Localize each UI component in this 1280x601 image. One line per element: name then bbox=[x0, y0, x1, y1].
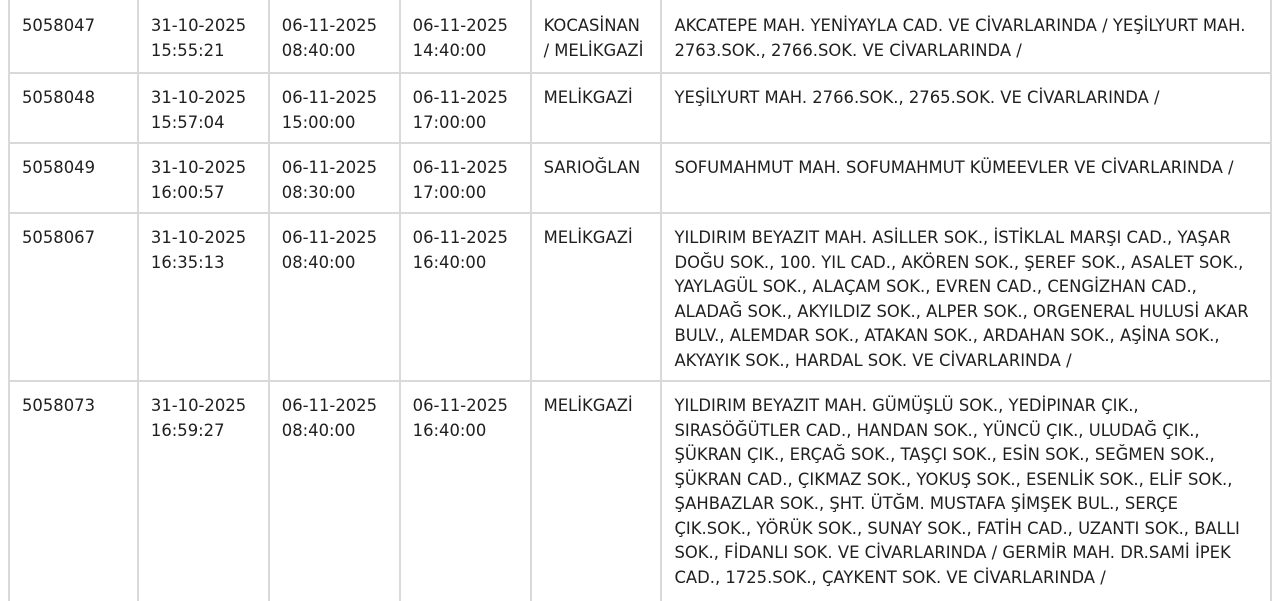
end-time: 17:00:00 bbox=[412, 112, 487, 132]
end-datetime bbox=[401, 0, 532, 74]
end-datetime bbox=[401, 382, 532, 601]
created-time: 16:59:27 bbox=[150, 420, 225, 440]
start-date: 06-11-2025 bbox=[281, 228, 378, 247]
affected-addresses: SOFUMAHMUT MAH. SOFUMAHMUT KÜMEEVLER VE CİVARLARINDA / bbox=[662, 144, 1272, 214]
district: MELİKGAZİ bbox=[532, 214, 663, 382]
district: KOCASİNAN / MELİKGAZİ bbox=[532, 0, 663, 74]
end-date: 06-11-2025 bbox=[412, 396, 508, 415]
table-row bbox=[8, 382, 1272, 601]
affected-addresses: YEŞİLYURT MAH. 2766.SOK., 2765.SOK. VE CİVARLARINDA / bbox=[662, 74, 1272, 144]
created-time: 16:35:13 bbox=[150, 252, 225, 272]
created-time: 15:57:04 bbox=[150, 112, 225, 132]
end-time: 14:40:00 bbox=[412, 40, 487, 60]
district: MELİKGAZİ bbox=[532, 74, 663, 144]
created-date: 31-10-2025 bbox=[150, 16, 247, 35]
table-row bbox=[8, 74, 1272, 144]
end-date: 06-11-2025 bbox=[412, 16, 508, 35]
end-time: 17:00:00 bbox=[412, 182, 487, 202]
created-date: 31-10-2025 bbox=[150, 88, 247, 107]
start-date: 06-11-2025 bbox=[281, 16, 378, 35]
end-time: 16:40:00 bbox=[412, 420, 487, 440]
start-time: 08:40:00 bbox=[281, 252, 356, 272]
start-datetime bbox=[270, 214, 401, 382]
created-datetime bbox=[139, 382, 270, 601]
outage-number: 5058067 bbox=[8, 214, 139, 382]
outage-number: 5058049 bbox=[8, 144, 139, 214]
table-row bbox=[8, 214, 1272, 382]
created-datetime bbox=[139, 74, 270, 144]
created-time: 16:00:57 bbox=[150, 182, 225, 202]
table-row bbox=[8, 144, 1272, 214]
affected-addresses: AKCATEPE MAH. YENİYAYLA CAD. VE CİVARLARINDA / YEŞİLYURT MAH. 2763.SOK., 2766.SOK. VE CİVARLARINDA / bbox=[662, 0, 1272, 74]
start-date: 06-11-2025 bbox=[281, 396, 378, 415]
end-date: 06-11-2025 bbox=[412, 228, 508, 247]
created-datetime bbox=[139, 214, 270, 382]
affected-addresses: YILDIRIM BEYAZIT MAH. ASİLLER SOK., İSTİKLAL MARŞI CAD., YAŞAR DOĞU SOK., 100. YIL CAD., AKÖREN SOK., ŞEREF SOK., ASALET SOK., YAYLAGÜL SOK., ALAÇAM SOK., EVREN CAD., CENGİZHAN CAD., ALADAĞ SOK., AKYILDIZ SOK., ALPER SOK., ORGENERAL HULUSİ AKAR BULV., ALEMDAR SOK., ATAKAN SOK., ARDAHAN SOK., AŞİNA SOK., AKYAYIK SOK., HARDAL SOK. VE CİVARLARINDA / bbox=[662, 214, 1272, 382]
outage-number: 5058073 bbox=[8, 382, 139, 601]
start-date: 06-11-2025 bbox=[281, 158, 378, 177]
start-time: 08:40:00 bbox=[281, 40, 356, 60]
outage-table bbox=[8, 0, 1272, 601]
created-datetime bbox=[139, 144, 270, 214]
start-date: 06-11-2025 bbox=[281, 88, 378, 107]
end-datetime bbox=[401, 214, 532, 382]
table-row bbox=[8, 0, 1272, 74]
start-datetime bbox=[270, 144, 401, 214]
start-datetime bbox=[270, 74, 401, 144]
end-date: 06-11-2025 bbox=[412, 158, 508, 177]
created-date: 31-10-2025 bbox=[150, 228, 247, 247]
district: SARIOĞLAN bbox=[532, 144, 663, 214]
start-time: 08:40:00 bbox=[281, 420, 356, 440]
created-datetime bbox=[139, 0, 270, 74]
start-time: 15:00:00 bbox=[281, 112, 356, 132]
end-time: 16:40:00 bbox=[412, 252, 487, 272]
start-time: 08:30:00 bbox=[281, 182, 356, 202]
end-datetime bbox=[401, 144, 532, 214]
created-date: 31-10-2025 bbox=[150, 396, 247, 415]
district: MELİKGAZİ bbox=[532, 382, 663, 601]
created-time: 15:55:21 bbox=[150, 40, 225, 60]
start-datetime bbox=[270, 382, 401, 601]
outage-table-container bbox=[8, 0, 1272, 601]
end-datetime bbox=[401, 74, 532, 144]
start-datetime bbox=[270, 0, 401, 74]
created-date: 31-10-2025 bbox=[150, 158, 247, 177]
outage-number: 5058047 bbox=[8, 0, 139, 74]
end-date: 06-11-2025 bbox=[412, 88, 508, 107]
affected-addresses: YILDIRIM BEYAZIT MAH. GÜMÜŞLÜ SOK., YEDİPINAR ÇIK., SIRASÖĞÜTLER CAD., HANDAN SOK., YÜNCÜ ÇIK., ULUDAĞ ÇIK., ŞÜKRAN ÇIK., ERÇAĞ SOK., TAŞÇI SOK., ESİN SOK., SEĞMEN SOK., ŞÜKRAN CAD., ÇIKMAZ SOK., YOKUŞ SOK., ESENLİK SOK., ELİF SOK., ŞAHBAZLAR SOK., ŞHT. ÜTĞM. MUSTAFA ŞİMŞEK BUL., SERÇE ÇIK.SOK., YÖRÜK SOK., SUNAY SOK., FATİH CAD., UZANTI SOK., BALLI SOK., FİDANLI SOK. VE CİVARLARINDA / GERMİR MAH. DR.SAMİ İPEK CAD., 1725.SOK., ÇAYKENT SOK. VE CİVARLARINDA / bbox=[662, 382, 1272, 601]
outage-number: 5058048 bbox=[8, 74, 139, 144]
